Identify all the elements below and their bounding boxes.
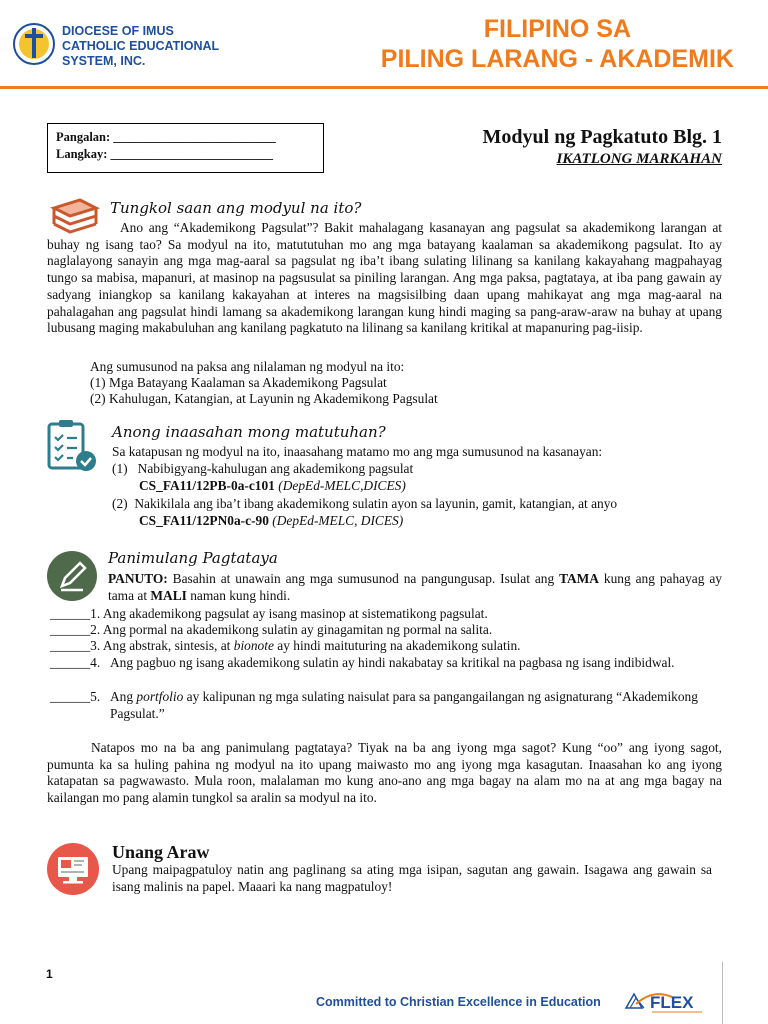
footer-tagline: Committed to Christian Excellence in Education (316, 995, 601, 1009)
quiz-item-2: ______2. Ang pormal na akademikong sulatin ay ginagamitan ng pormal na salita. (50, 622, 493, 637)
objective-1: (1) Nabibigyang-kahulugan ang akademikong pagsulat CS_FA11/12PB-0a-c101 (DepEd-MELC,DICES) (112, 461, 414, 493)
objective-2: (2) Nakikilala ang iba’t ibang akademikong sulatin ayon sa layunin, gamit, katangian, at anyo CS_FA11/12PN0a-c-90 (DepEd-MELC, DICES) (112, 496, 618, 528)
quiz-item-1: ______1. Ang akademikong pagsulat ay isang masinop at sistematikong pagsulat. (50, 606, 488, 621)
header-divider (0, 86, 768, 89)
quiz-item-4: ______4. Ang pagbuo ng isang akademikong sulatin ay hindi nakabatay sa kritikal na pagbasa ng isang indibidwal. (50, 655, 675, 670)
section1-heading: Tungkol saan ang modyul na ito? (110, 199, 362, 217)
section2-heading: Anong inaasahan mong matutuhan? (112, 423, 386, 441)
org-name: DIOCESE OF IMUS CATHOLIC EDUCATIONAL SYSTEM, INC. (62, 24, 220, 68)
flex-logo (624, 984, 710, 1016)
section1-intro: Ang sumusunod na paksa ang nilalaman ng modyul na ito: (90, 359, 405, 374)
pencil-icon (46, 550, 98, 602)
diocese-logo (12, 22, 56, 66)
flex-logo-text: FLEX (650, 993, 694, 1012)
footer-divider (722, 962, 723, 1024)
name-box (47, 123, 324, 173)
section1-paragraph: Ano ang “Akademikong Pagsulat”? Bakit mahalagang kasanayan ang pagsulat sa akademikong larangan at buhay ng isang tao? Sa modyul na ito, matututuhan mo ang mga batayang kaalaman sa akademikong pagsulat. Ito ay naglalayong sanayin ang mga mag-aaral sa pagsulat ng iba’t ibang sulating lilinang sa kanilang kakayahang magpahayag tungo sa mabisa, mapanuri, at masinop na pagsusulat sa piniling larangan. Ang mga paksa, pagtataya, at iba pang gawain ay sadyang iniangkop sa kanilang kakayahan at interes na magsisilbing daan upang mahikayat ang mga mag-aaral na pahalagahan ang pagsulat hindi lamang sa akademikong larangan kung hindi maging sa pang-araw-araw na buhay at upang lubusang maging makabuluhan ang kanilang pagkatuto na lilinang sa kanilang kritikal at mapanuring pag-iisip. (47, 220, 722, 336)
closing-paragraph: Natapos mo na ba ang panimulang pagtataya? Tiyak na ba ang iyong mga sagot? Kung “oo” ang iyong sagot, pumunta ka sa huling pahina ng modyul na ito upang maiwasto mo ang iyong mga kasagutan. Inaasahan ko ang iyong katapatan sa pagwawasto. Mula roon, malalaman mo kung ano-ano ang mga bagay na alam mo na at ang mga bagay na kailangan mo pang alamin tungkol sa aralin sa modyul na ito. (47, 740, 722, 806)
langkay-field: Langkay: __________________________ (56, 147, 274, 161)
section4-heading: Unang Araw (112, 842, 210, 862)
quiz-item-3: ______3. Ang abstrak, sintesis, at bionote ay hindi maituturing na akademikong sulatin. (50, 638, 521, 653)
checklist-icon (46, 419, 98, 473)
topic-1: (1) Mga Batayang Kaalaman sa Akademikong Pagsulat (90, 375, 387, 390)
section4-paragraph: Upang maipagpatuloy natin ang paglinang sa ating mga isipan, sagutan ang gawain. Isagawa ang gawain sa isang malinis na papel. Maaari ka nang magpatuloy! (112, 862, 712, 894)
subject-title: FILIPINO SA PILING LARANG - AKADEMIK (380, 15, 734, 73)
computer-icon (46, 842, 100, 896)
quiz-item-5: ______5. Ang portfolio ay kalipunan ng mga sulating naisulat para sa pangangailangan ng asignaturang “Akademikong Pagsulat.” (50, 689, 698, 721)
panuto: PANUTO: Basahin at unawain ang mga sumusunod na pangungusap. Isulat ang TAMA kung ang pahayag ay tama at MALI naman kung hindi. (108, 571, 722, 603)
section2-intro: Sa katapusan ng modyul na ito, inaasahang matamo mo ang mga sumusunod na kasanayan: (112, 444, 603, 459)
module-title: Modyul ng Pagkatuto Blg. 1 IKATLONG MARKAHAN (482, 126, 722, 167)
section3-heading: Panimulang Pagtataya (108, 549, 278, 567)
topic-2: (2) Kahulugan, Katangian, at Layunin ng Akademikong Pagsulat (90, 391, 438, 406)
pangalan-field: Pangalan: __________________________ (56, 130, 276, 144)
page-number: 1 (46, 967, 53, 981)
